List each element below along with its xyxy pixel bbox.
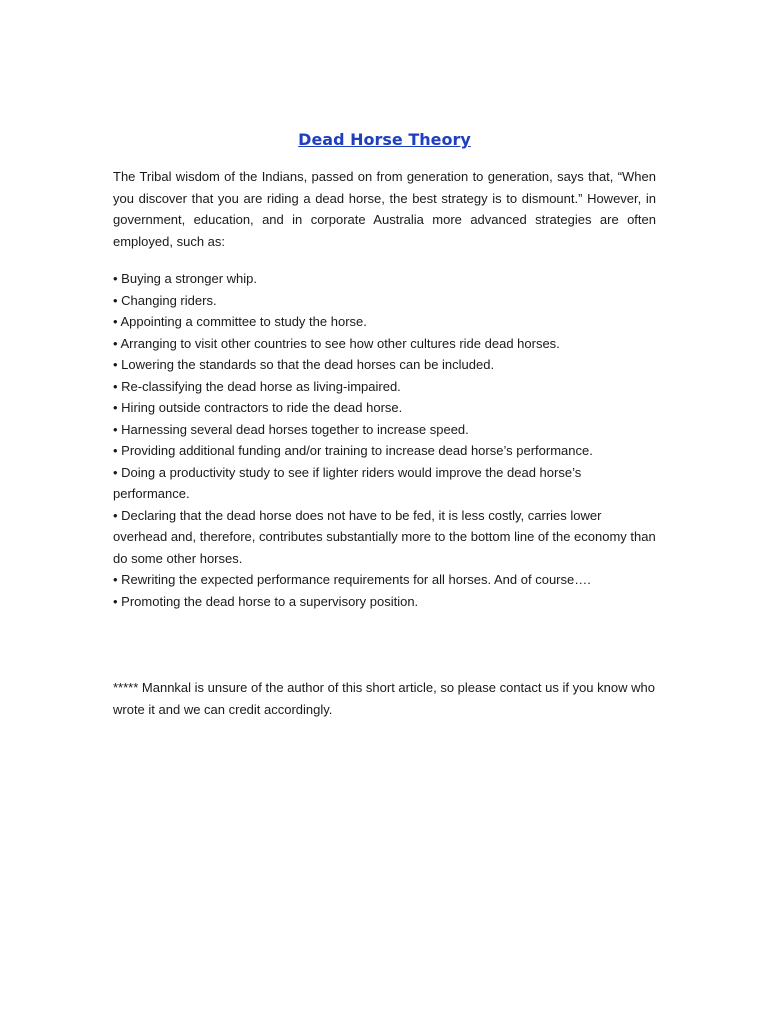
- author-footnote: ***** Mannkal is unsure of the author of this short article, so please contact us if you know who wrote it and we can credit accordingly.: [113, 680, 655, 717]
- list-item: • Buying a stronger whip.: [113, 271, 258, 286]
- document-title: Dead Horse Theory: [298, 130, 471, 149]
- list-item: • Arranging to visit other countries to see how other cultures ride dead horses.: [113, 335, 560, 351]
- list-item: • Providing additional funding and/or training to increase dead horse’s performance.: [113, 443, 593, 458]
- intro-paragraph: The Tribal wisdom of the Indians, passed on from generation to generation, says that, “When you discover that you are riding a dead horse, the best strategy is to dismount.” However, in government, education, and in corporate Australia more advanced strategies are often employed, such as:: [113, 169, 656, 249]
- list-item: • Re-classifying the dead horse as living-impaired.: [113, 378, 401, 394]
- list-item: • Changing riders.: [113, 292, 217, 308]
- list-item: • Doing a productivity study to see if lighter riders would improve the dead horse’s performance.: [113, 464, 582, 501]
- list-item: • Appointing a committee to study the horse.: [113, 314, 367, 329]
- strategy-list: [113, 268, 656, 612]
- list-item: • Hiring outside contractors to ride the dead horse.: [113, 400, 403, 415]
- list-item: • Harnessing several dead horses together to increase speed.: [113, 421, 469, 437]
- document-page: [113, 128, 656, 720]
- list-item: • Lowering the standards so that the dead horses can be included.: [113, 357, 495, 372]
- list-item: • Declaring that the dead horse does not have to be fed, it is less costly, carries lower overhead and, therefore, contributes substantially more to the bottom line of the economy than do some other horses.: [113, 507, 656, 566]
- list-item: • Promoting the dead horse to a supervisory position.: [113, 593, 419, 609]
- list-item: • Rewriting the expected performance requirements for all horses. And of course….: [113, 572, 591, 587]
